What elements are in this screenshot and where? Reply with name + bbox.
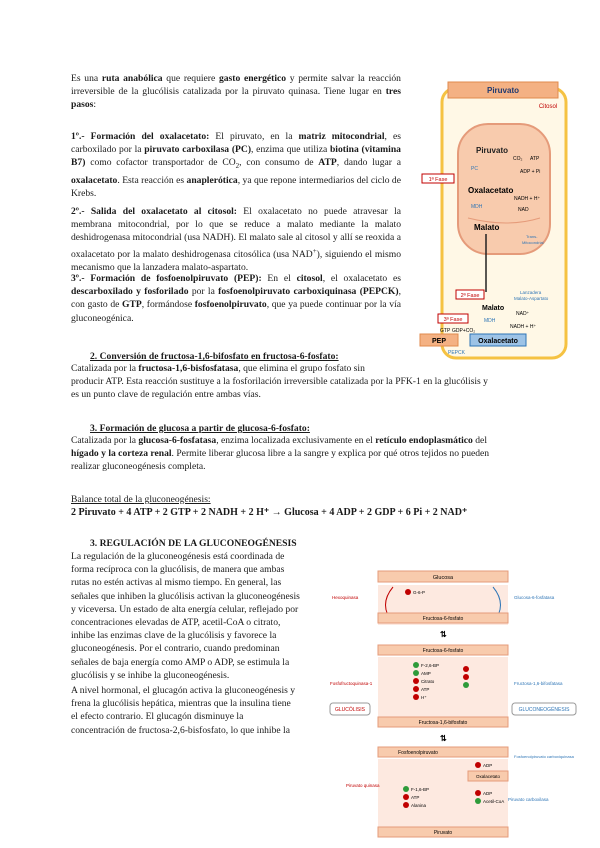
section3-title: 3. Formación de glucosa a partir de glucosa-6-fosfato:: [90, 423, 310, 434]
mdh-label: MDH: [471, 204, 483, 210]
fructosa16-label: Fructosa-1,6-bifosfato: [418, 720, 468, 726]
fbpasa-label: Fructosa-1,6-bifosfatasa: [514, 681, 563, 686]
p1-line: concentraciones elevadas de ATP, acetil-CoA o citrato,: [71, 617, 281, 629]
glucolisis-label: GLUCÓLISIS: [334, 707, 366, 713]
inhibit-dot: [405, 589, 411, 595]
nadp-label: NAD⁺: [516, 311, 530, 317]
acetil-label: Acetil-CoA: [483, 799, 505, 804]
amp-label: AMP: [421, 671, 431, 676]
adp2-label: ADP: [483, 791, 493, 796]
adp-label: ADP: [483, 763, 493, 768]
p1-line: señales de baja energía como AMP o ADP, se estimula la: [71, 656, 290, 668]
citosol-label: Citosol: [538, 104, 558, 110]
piruvato-label: Piruvato: [486, 86, 520, 95]
oxalacetato-label: Oxalacetato: [475, 774, 501, 779]
p1-line: y viceversa. Un estado de alta energía celular, reflejado por: [71, 603, 299, 615]
co2-label: CO₂: [513, 156, 523, 162]
f26bp-label: F-2,6-BP: [421, 663, 440, 668]
p2-line: el efecto contrario. El glucagón disminuye la: [71, 711, 244, 723]
transporter-label: Trans-: [526, 234, 538, 239]
gluconeo-label: GLUCONEOGÉNESIS: [518, 707, 570, 713]
pep-label: PEP: [432, 338, 447, 345]
fosfofructo-label: Fosfofructoquinasa-1: [330, 681, 373, 686]
gtp-label: GTP: [440, 328, 451, 334]
atp2-label: ATP: [411, 795, 420, 800]
p2-line: frena la glucólisis hepática, mientras que la insulina tiene: [71, 698, 291, 710]
regulation-diagram: [328, 565, 590, 845]
pepck-label: Fosfoenolpiruvato carboxiquinasa: [514, 754, 574, 759]
fosfoenol-label: Fosfoenolpiruvato: [398, 750, 438, 756]
p1-line: glucólisis y se inhibe la gluconeogénesis.: [71, 669, 230, 681]
step3-paragraph: 3º.- Formación de fosfoenolpiruvato (PEP): En el citosol, el oxalacetato es descarboxilado y fosforilado por la fosfoenolpiruvato carboxiquinasa (PEPCK), con gasto de GTP, formándose fosfoenolpiruvato, que ya puede continuar por la vía gluconeogénica.: [71, 273, 401, 324]
fase3-label: 3ª Fase: [443, 317, 463, 323]
atp-label: ATP: [421, 687, 430, 692]
regulation-title: 3. REGULACIÓN DE LA GLUCONEOGÉNESIS: [90, 538, 297, 549]
p1-line: gluconeogénesis. Por el contrario, cuando predominan: [71, 643, 280, 655]
citrato-label: Citrato: [421, 679, 435, 684]
fructosa6-label: Fructosa-6-fosfato: [422, 616, 464, 622]
lanzadera2-label: Malato-Aspartato: [514, 296, 549, 301]
double-arrow-1: ⇅: [440, 630, 447, 639]
fructosa6b-label: Fructosa-6-fosfato: [422, 648, 464, 654]
p1-line: forma recíproca con la glucólisis, de manera que ambas: [71, 564, 285, 576]
balance-equation: 2 Piruvato + 4 ATP + 2 GTP + 2 NADH + 2 H⁺ → Glucosa + 4 ADP + 2 GDP + 6 Pi + 2 NAD⁺: [71, 507, 468, 518]
piruvatoq-label: Piruvato quinasa: [346, 783, 380, 788]
double-arrow-2: ⇅: [440, 734, 447, 743]
lanzadera-label: Lanzadera: [520, 290, 542, 295]
oxa2-label: Oxalacetato: [478, 338, 518, 345]
g6p-label: G-6-P: [413, 590, 426, 595]
pc-label: PC: [471, 166, 478, 172]
pepck-label: PEPCK: [448, 350, 465, 356]
nadh2-label: NADH + H⁺: [510, 324, 537, 330]
section2-title: 2. Conversión de fructosa-1,6-bifosfato en fructosa-6-fosfato:: [90, 351, 339, 362]
regulation-p1: [71, 550, 325, 682]
p1-line: La regulación de la gluconeogénesis está coordinada de: [71, 551, 285, 562]
mitocondrial-label: Mitocondrial: [522, 240, 544, 245]
intro-paragraph: Es una ruta anabólica que requiere gasto energético y permite salvar la reacción irreversible de la glucólisis catalizada por la piruvato quinasa. Tiene lugar en tres pasos:: [71, 73, 401, 111]
p2-line: concentración de fructosa-2,6-bisfosfato, lo que inhibe la: [71, 724, 290, 736]
nad-label: NAD: [518, 207, 529, 213]
pcarb-label: Piruvato carboxilasa: [508, 797, 549, 802]
alanina-label: Alanina: [411, 803, 427, 808]
gdp-label: GDP+CO₂: [452, 328, 476, 334]
h-label: H⁺: [421, 695, 427, 700]
p2-line: A nivel hormonal, el glucagón activa la gluconeogénesis y: [71, 685, 296, 696]
p1-line: inhibe las enzimas clave de la glucólisis y favorece la: [71, 630, 277, 642]
balance-title: Balance total de la gluconeogénesis:: [71, 494, 211, 505]
step1-paragraph: 1º.- Formación del oxalacetato: El piruvato, en la matriz mitocondrial, es carboxilado por la piruvato carboxilasa (PC), enzima que utiliza biotina (vitamina B7) como cofactor transportador de $CO_2$, con consumo de ATP, dando lugar a oxalacetato. Esta reacción es anaplerótica, ya que repone intermediarios del ciclo de Krebs.: [71, 131, 401, 199]
p1-line: señales que inhiben la glucólisis activan la gluconeogénesis: [71, 590, 300, 602]
nadh-label: NADH + H⁺: [514, 196, 541, 202]
fase2-label: 2ª Fase: [460, 293, 480, 299]
g6pasa-label: Glucosa-6-fosfatasa: [514, 595, 555, 600]
oxalacetato-label: Oxalacetato: [468, 186, 514, 195]
malato-out-label: Malato: [482, 305, 505, 312]
glucosa-label: Glucosa: [432, 575, 454, 581]
f16bp-label: F-1,6-BP: [411, 787, 430, 792]
mito-piruvato-label: Piruvato: [476, 146, 509, 155]
hexoquinasa-label: Hexoquinasa: [332, 595, 359, 600]
regulation-p2: [71, 684, 325, 737]
malato-in-label: Malato: [474, 223, 500, 232]
section3-body: Catalizada por la glucosa-6-fosfatasa, enzima localizada exclusivamente en el retículo endoplasmático del hígado y la corteza renal. Permite liberar glucosa libre a la sangre y explica por qué otros tejidos no pueden realizar gluconeogénesis completa.: [71, 435, 490, 473]
piruvato-label: Piruvato: [433, 830, 453, 836]
atp-label: ATP: [530, 156, 540, 162]
fase1-label: 1ª Fase: [428, 177, 448, 183]
mdh2-label: MDH: [484, 318, 496, 324]
step2-paragraph: 2º.- Salida del oxalacetato al citosol: El oxalacetato no puede atravesar la membrana mitocondrial, por lo que se reduce a malato mediante la malato deshidrogenasa mitocondrial (usa NADH). El malato sale al citosol y allí se reoxida a oxalacetato por la malato deshidrogenasa citosólica (usa NAD+), siguiendo el mismo mecanismo que la lanzadera malato-aspartato.: [71, 206, 401, 273]
p1-line: rutas no estén activas al mismo tiempo. En general, las: [71, 577, 282, 589]
gluconeogenesis-mitochondria-diagram: [418, 78, 568, 368]
adp-label: ADP + Pi: [520, 169, 541, 175]
section2-body: Catalizada por la fructosa-1,6-bisfosfatasa, que elimina el grupo fosfato sin producir ATP. Esta reacción sustituye a la fosforilación irreversible catalizada por la PFK-1 en la glucólisis y es un punto clave de regulación entre ambas vías.: [71, 363, 488, 401]
